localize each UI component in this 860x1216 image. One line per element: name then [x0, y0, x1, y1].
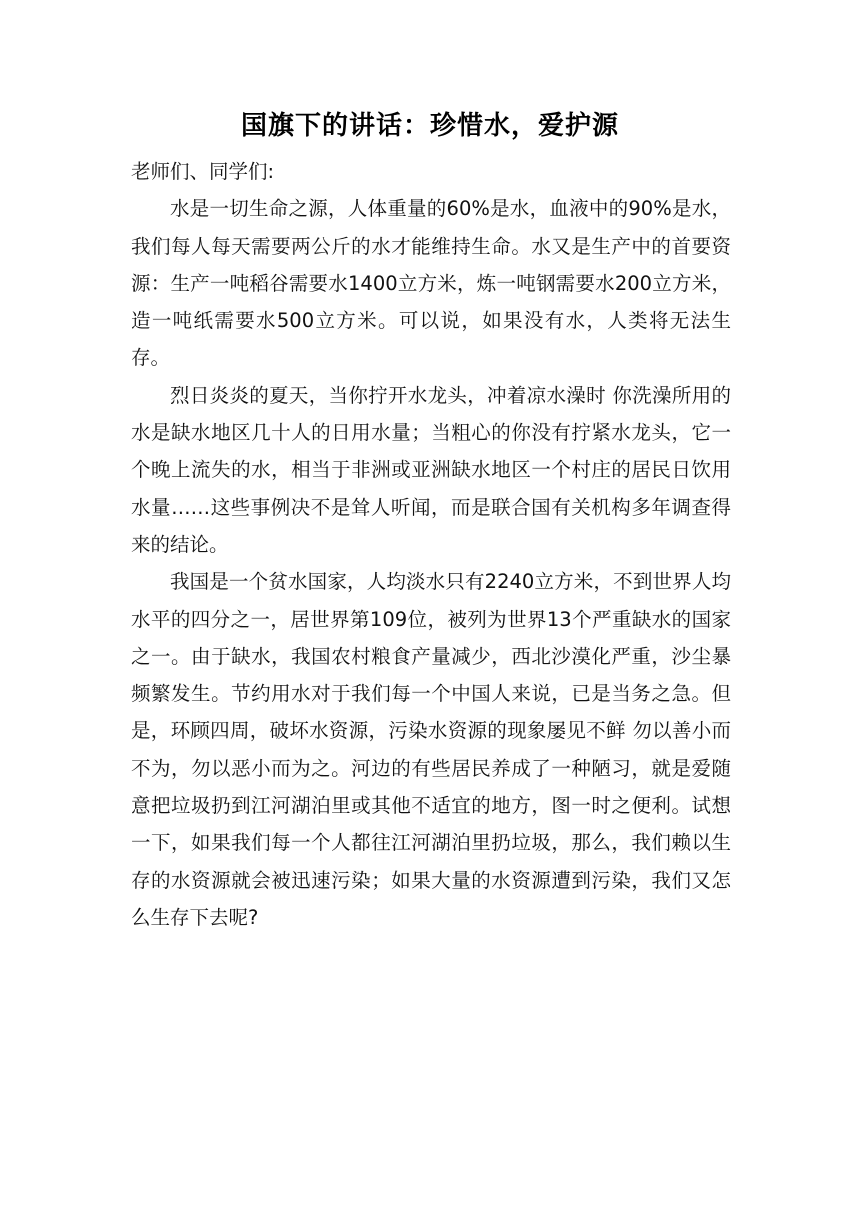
salutation: 老师们、同学们: [131, 160, 275, 183]
paragraph-water-source: 水是一切生命之源，人体重量的60%是水，血液中的90%是水，我们每人每天需要两公斤的水才能维持生命。水又是生产中的首要资源：生产一吨稻谷需要水1400立方米，炼一吨钢需要水200立方米，造一吨纸需要水500立方米。可以说，如果没有水，人类将无法生存。 [131, 197, 731, 370]
document-body [131, 153, 731, 936]
paragraph-summer-tap: 烈日炎炎的夏天，当你拧开水龙头，冲着凉水澡时 你洗澡所用的水是缺水地区几十人的日用水量；当粗心的你没有拧紧水龙头，它一个晚上流失的水，相当于非洲或亚洲缺水地区一个村庄的居民日饮用水量……这些事例决不是耸人听闻，而是联合国有关机构多年调查得来的结论。 [131, 383, 731, 556]
paragraph-water-shortage: 我国是一个贫水国家，人均淡水只有2240立方米，不到世界人均水平的四分之一，居世界第109位，被列为世界13个严重缺水的国家之一。由于缺水，我国农村粮食产量减少，西北沙漠化严重，沙尘暴频繁发生。节约用水对于我们每一个中国人来说，已是当务之急。但是，环顾四周，破坏水资源，污染水资源的现象屡见不鲜 勿以善小而不为，勿以恶小而为之。河边的有些居民养成了一种陋习，就是爱随意把垃圾扔到江河湖泊里或其他不适宜的地方，图一时之便利。试想一下，如果我们每一个人都往江河湖泊里扔垃圾，那么，我们赖以生存的水资源就会被迅速污染；如果大量的水资源遭到污染，我们又怎么生存下去呢? [131, 570, 731, 929]
page-title: 国旗下的讲话：珍惜水，爱护源 [240, 111, 619, 141]
